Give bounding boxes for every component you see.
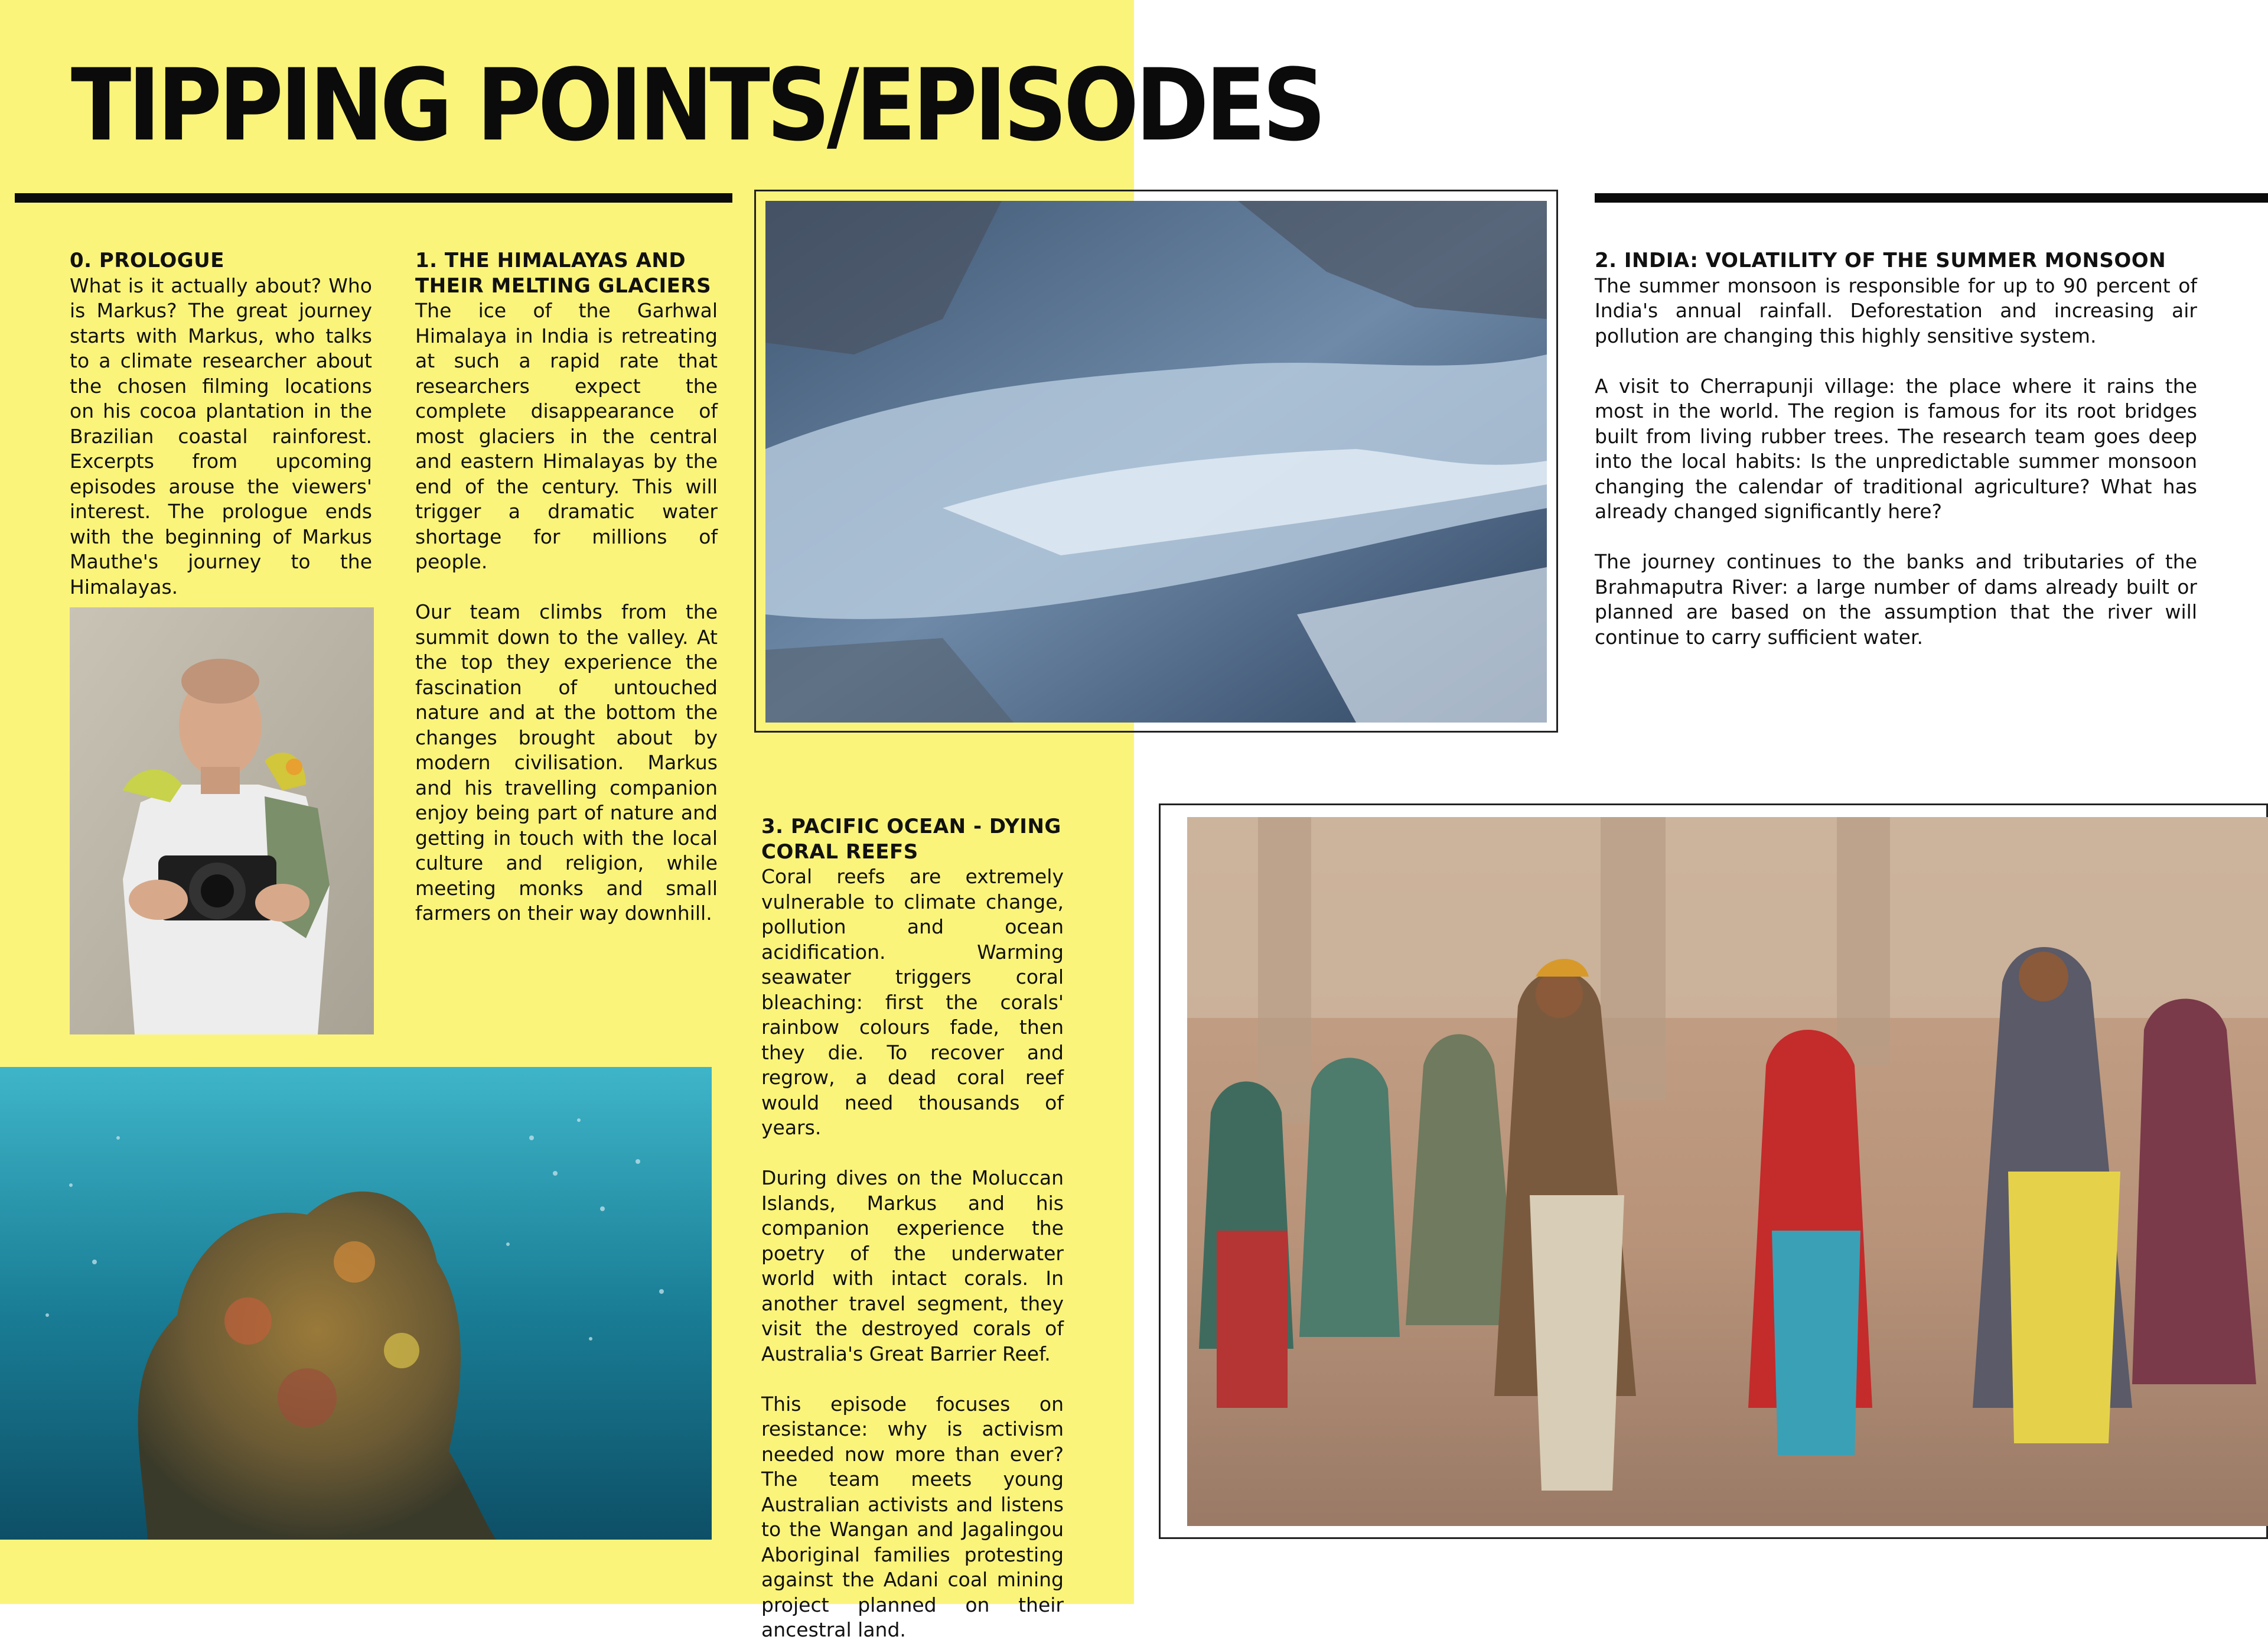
coral-reef-photo <box>0 1067 712 1540</box>
portrait-illustration <box>70 607 374 1034</box>
left-divider <box>15 193 732 203</box>
section-paragraph: Coral reefs are extremely vulnerable to climate change, pollution and ocean acidification. Warming seawater triggers coral bleaching: first the corals' rainbow colours fade, then they die. To recover and regrow, a dead coral reef would need thousands of years. <box>761 865 1064 1139</box>
section-pacific-ocean <box>761 814 1064 1643</box>
section-heading: 3. PACIFIC OCEAN - DYING CORAL REEFS <box>761 815 1061 864</box>
section-heading: 0. PROLOGUE <box>70 249 225 272</box>
pilgrims-photo <box>1187 817 2268 1526</box>
section-paragraph: During dives on the Moluccan Islands, Markus and his companion experience the poetry of the underwater world with intact corals. In another travel segment, they visit the destroyed corals of Australia's Great Barrier Reef. <box>761 1166 1064 1365</box>
section-paragraph: The ice of the Garhwal Himalaya in India is retreating at such a rapid rate that researchers expect the complete disappearance of most glaciers in the central and eastern Himalayas by the end of the century. This will trigger a dramatic water shortage for millions of people. <box>415 299 718 573</box>
section-heading: 2. INDIA: VOLATILITY OF THE SUMMER MONSOON <box>1595 249 2166 272</box>
coral-reef-illustration <box>0 1067 712 1540</box>
glacier-photo <box>765 201 1547 723</box>
section-heading: 1. THE HIMALAYAS AND THEIR MELTING GLACIERS <box>415 249 712 298</box>
section-india-monsoon <box>1595 248 2197 650</box>
section-paragraph: This episode focuses on resistance: why is activism needed now more than ever? The team meets young Australian activists and listens to the Wangan and Jagalingou Aboriginal families protesting against the Adani coal mining project planned on their ancestral land. <box>761 1392 1064 1641</box>
section-prologue <box>70 248 372 600</box>
right-divider <box>1595 193 2268 203</box>
portrait-photo <box>70 607 374 1034</box>
pilgrims-illustration <box>1187 817 2268 1526</box>
section-paragraph: A visit to Cherrapunji village: the place where it rains the most in the world. The region is famous for its root bridges built from living rubber trees. The research team goes deep into the local habits: Is the unpredictable summer monsoon changing the calendar of traditional agriculture? What has already changed significantly here? <box>1595 374 2197 523</box>
section-himalayas <box>415 248 718 926</box>
section-paragraph: What is it actually about? Who is Markus? The great journey starts with Markus, who talks to a climate researcher about the chosen filming locations on his cocoa plantation in the Brazilian coastal rainforest. Excerpts from upcoming episodes arouse the viewers' interest. The prologue ends with the beginning of Markus Mauthe's journey to the Himalayas. <box>70 274 372 598</box>
page-title: TIPPING POINTS/EPISODES <box>71 48 1323 164</box>
section-paragraph: The journey continues to the banks and tributaries of the Brahmaputra River: a large number of dams already built or planned are based on the assumption that the river will continue to carry sufficient water. <box>1595 550 2197 649</box>
glacier-illustration <box>765 201 1547 723</box>
section-paragraph: The summer monsoon is responsible for up to 90 percent of India's annual rainfall. Deforestation and increasing air pollution are changing this highly sensitive system. <box>1595 274 2197 347</box>
section-paragraph: Our team climbs from the summit down to the valley. At the top they experience the fascination of untouched nature and at the bottom the changes brought about by modern civilisation. Markus and his travelling companion enjoy being part of nature and getting in touch with the local culture and religion, while meeting monks and small farmers on their way downhill. <box>415 600 718 925</box>
